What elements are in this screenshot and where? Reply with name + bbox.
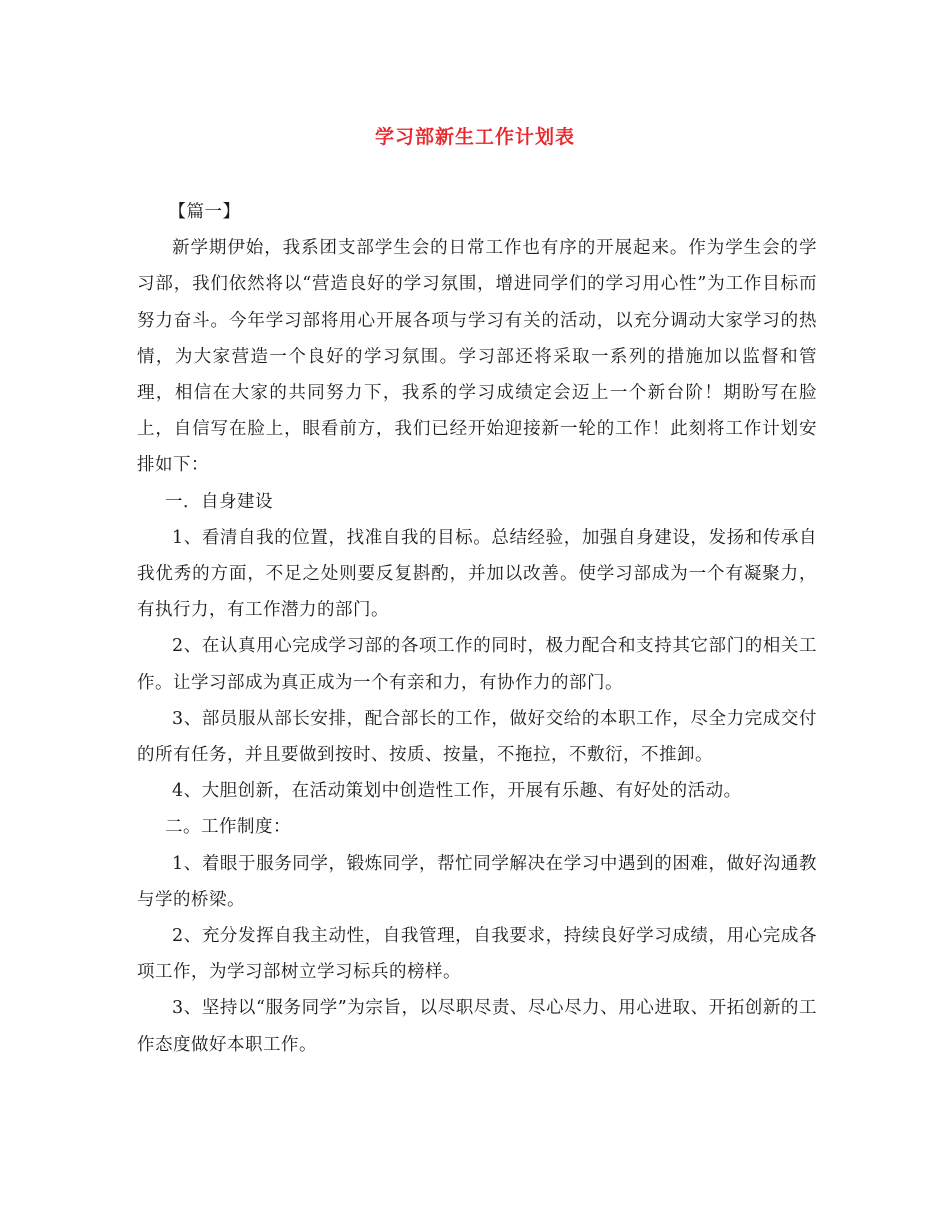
paragraph-item: 2、充分发挥自我主动性，自我管理，自我要求，持续良好学习成绩，用心完成各项工作，为学习部树立学习标兵的榜样。 <box>137 926 817 983</box>
heading-self-building: 一．自身建设 <box>165 491 273 512</box>
document-title: 学习部新生工作计划表 <box>374 126 575 148</box>
section-label: 【篇一】 <box>168 202 241 222</box>
heading-work-system: 二。工作制度： <box>165 817 291 838</box>
paragraph-item: 4、大胆创新，在活动策划中创造性工作，开展有乐趣、有好处的活动。 <box>172 781 742 802</box>
paragraph-item: 3、部员服从部长安排，配合部长的工作，做好交给的本职工作，尽全力完成交付的所有任务，并且要做到按时、按质、按量，不拖拉，不敷衍，不推卸。 <box>137 708 817 766</box>
paragraph-item: 2、在认真用心完成学习部的各项工作的同时，极力配合和支持其它部门的相关工作。让学习部成为真正成为一个有亲和力，有协作力的部门。 <box>137 636 817 693</box>
paragraph-item: 1、着眼于服务同学，锻炼同学，帮忙同学解决在学习中遇到的困难，做好沟通教与学的桥梁。 <box>137 853 817 910</box>
paragraph-intro: 新学期伊始，我系团支部学生会的日常工作也有序的开展起来。作为学生会的学习部，我们依然将以“营造良好的学习氛围，增进同学们的学习用心性”为工作目标而努力奋斗。今年学习部将用心开展各项与学习有关的活动，以充分调动大家学习的热情，为大家营造一个良好的学习氛围。学习部还将采取一系列的措施加以监督和管理，相信在大家的共同努力下，我系的学习成绩定会迈上一个新台阶！期盼写在脸上，自信写在脸上，眼看前方，我们已经开始迎接新一轮的工作！此刻将工作计划安排如下： <box>137 238 817 476</box>
paragraph-item: 1、看清自我的位置，找准自我的目标。总结经验，加强自身建设，发扬和传承自我优秀的方面，不足之处则要反复斟酌，并加以改善。使学习部成为一个有凝聚力，有执行力，有工作潜力的部门。 <box>137 527 817 621</box>
paragraph-item: 3、坚持以“服务同学”为宗旨，以尽职尽责、尽心尽力、用心进取、开拓创新的工作态度做好本职工作。 <box>137 998 817 1055</box>
document-body <box>137 194 817 1063</box>
